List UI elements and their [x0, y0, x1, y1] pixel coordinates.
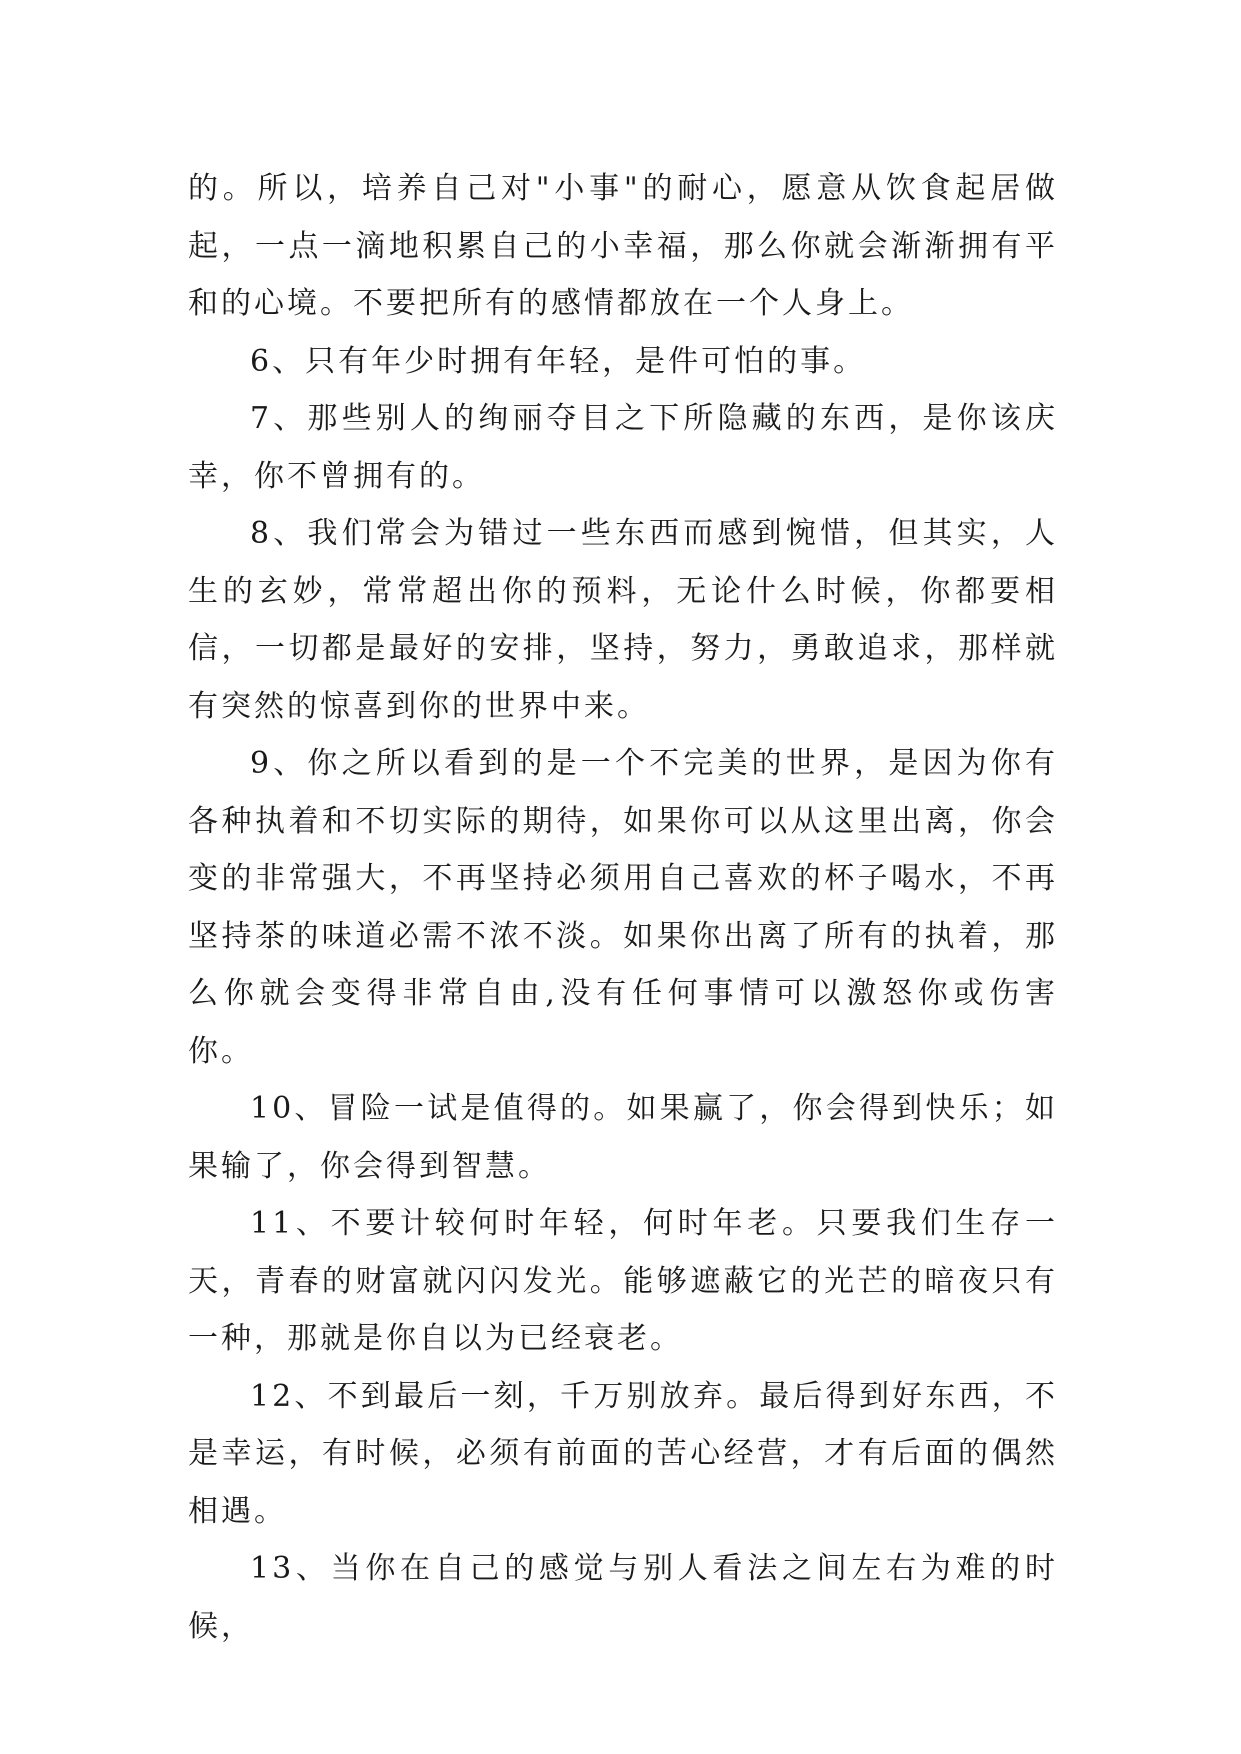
- paragraph-item-6: 6、只有年少时拥有年轻，是件可怕的事。: [250, 343, 867, 379]
- paragraph-item-11: 11、不要计较何时年轻，何时年老。只要我们生存一天，青春的财富就闪闪发光。能够遮蔽它的光芒的暗夜只有一种，那就是你自以为已经衰老。: [188, 1206, 1058, 1356]
- paragraph-item-8: 8、我们常会为错过一些东西而感到惋惜，但其实，人生的玄妙，常常超出你的预料，无论什么时候，你都要相信，一切都是最好的安排，坚持，努力，勇敢追求，那样就有突然的惊喜到你的世界中来。: [188, 516, 1058, 724]
- paragraph-item-12: 12、不到最后一刻，千万别放弃。最后得到好东西，不是幸运，有时候，必须有前面的苦心经营，才有后面的偶然相遇。: [188, 1378, 1058, 1529]
- paragraph-item-10: 10、冒险一试是值得的。如果赢了，你会得到快乐；如果输了，你会得到智慧。: [188, 1091, 1058, 1184]
- paragraph-item-7: 7、那些别人的绚丽夺目之下所隐藏的东西，是你该庆幸，你不曾拥有的。: [188, 401, 1058, 494]
- paragraph-continuation: 的。所以，培养自己对"小事"的耐心，愿意从饮食起居做起，一点一滴地积累自己的小幸福，那么你就会渐渐拥有平和的心境。不要把所有的感情都放在一个人身上。: [188, 171, 1058, 321]
- paragraph-item-9: 9、你之所以看到的是一个不完美的世界，是因为你有各种执着和不切实际的期待，如果你可以从这里出离，你会变的非常强大，不再坚持必须用自己喜欢的杯子喝水，不再坚持茶的味道必需不浓不淡。如果你出离了所有的执着，那么你就会变得非常自由,没有任何事情可以激怒你或伤害你。: [188, 746, 1058, 1069]
- paragraph-item-13: 13、当你在自己的感觉与别人看法之间左右为难的时候，: [188, 1551, 1058, 1644]
- document-body: [188, 160, 1058, 1655]
